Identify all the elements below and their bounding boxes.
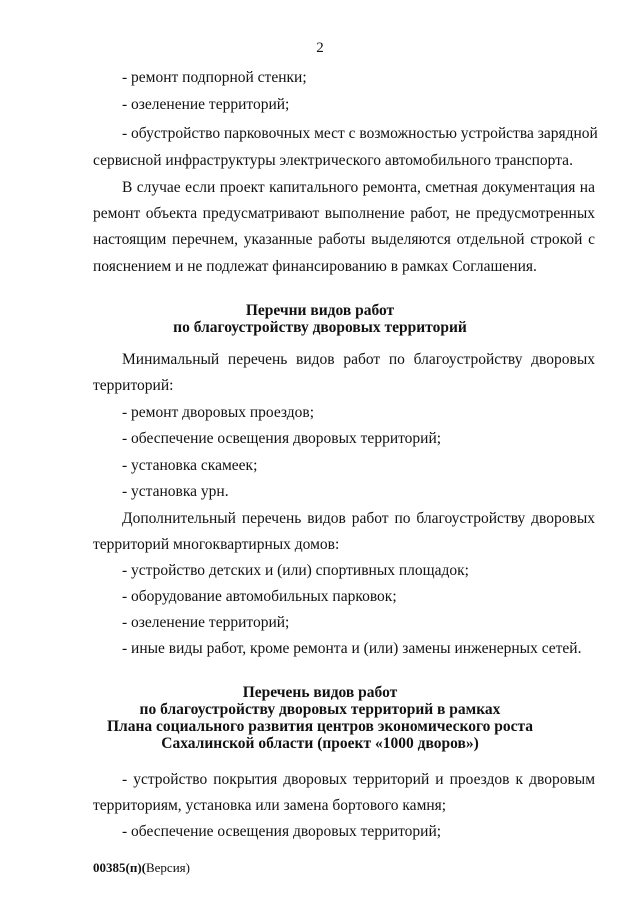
- list-item: - ремонт подпорной стенки;: [122, 69, 307, 86]
- section-heading: по благоустройству дворовых территорий: [173, 319, 467, 336]
- page-number: 2: [316, 40, 324, 56]
- list-item: - устройство покрытия дворовых территорий и проездов к дворовым: [122, 771, 595, 788]
- list-item: - ремонт дворовых проездов;: [122, 404, 315, 421]
- list-item: - иные виды работ, кроме ремонта и (или) замены инженерных сетей.: [122, 640, 582, 657]
- list-item: - обустройство парковочных мест с возможностью устройства зарядной: [122, 125, 598, 142]
- paragraph-line: сервисной инфраструктуры электрического автомобильного транспорта.: [93, 152, 573, 169]
- section-heading: Перечень видов работ: [242, 684, 398, 701]
- list-item: - установка скамеек;: [122, 457, 258, 474]
- paragraph-line: Минимальный перечень видов работ по благоустройству дворовых: [122, 351, 595, 368]
- paragraph-line: ремонт объекта предусматривают выполнение работ, не предусмотренных: [93, 205, 595, 222]
- document-footer: [93, 860, 190, 876]
- document-version: Версия): [145, 860, 190, 875]
- list-item: - оборудование автомобильных парковок;: [122, 588, 397, 605]
- paragraph-line: пояснением и не подлежат финансированию в рамках Соглашения.: [93, 258, 537, 275]
- paragraph-line: территориям, установка или замена бортового камня;: [93, 797, 447, 814]
- list-item: - установка урн.: [122, 483, 229, 500]
- document-code: 00385(п)(: [93, 860, 146, 875]
- list-item: - озеленение территорий;: [122, 96, 290, 113]
- section-heading: по благоустройству дворовых территорий в рамках: [139, 701, 501, 718]
- list-item: - озеленение территорий;: [122, 614, 290, 631]
- paragraph-line: территорий:: [93, 377, 174, 394]
- paragraph-line: территорий многоквартирных домов:: [93, 536, 340, 553]
- list-item: - обеспечение освещения дворовых территорий;: [122, 823, 442, 840]
- section-heading: Перечни видов работ: [245, 302, 395, 319]
- paragraph-line: В случае если проект капитального ремонта, сметная документация на: [122, 179, 595, 196]
- list-item: - устройство детских и (или) спортивных площадок;: [122, 562, 469, 579]
- list-item: - обеспечение освещения дворовых территорий;: [122, 430, 442, 447]
- paragraph-line: Дополнительный перечень видов работ по благоустройству дворовых: [122, 510, 595, 527]
- paragraph-line: настоящим перечнем, указанные работы выделяются отдельной строкой с: [93, 231, 595, 248]
- section-heading: Плана социального развития центров экономического роста: [106, 718, 534, 735]
- section-heading: Сахалинской области (проект «1000 дворов»): [161, 735, 479, 752]
